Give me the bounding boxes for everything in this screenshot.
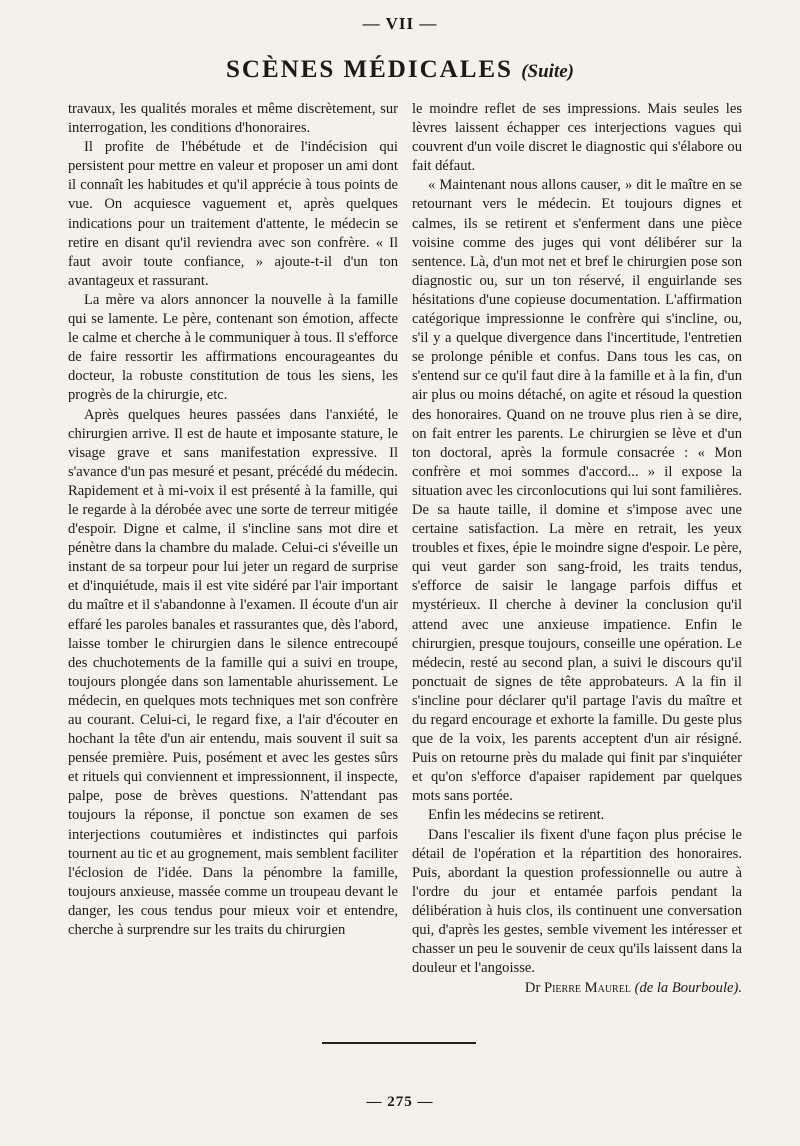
end-rule [322, 1042, 476, 1044]
article-title [0, 56, 800, 84]
right-column [412, 100, 742, 998]
paragraph: Il profite de l'hébétude et de l'indécision qui persistent pour mettre en valeur et proposer un ami dont il connaît les habitudes et qu'il apprécie à tous points de vue. On acquiesce vaguement et, après quelques indications pour un traitement d'attente, le médecin se retire en disant qu'il reviendra avec son confrère. « Il faut avoir toute confiance, » ajoute-t-il d'un ton avantageux et rassurant. [68, 139, 398, 289]
paragraph: Dans l'escalier ils fixent d'une façon plus précise le détail de l'opération et la répartition des honoraires. Puis, abordant la question professionnelle ou autre à l'ordre du jour et entamée parfois pendant la délibération à huis clos, ils continuent une conversation qui, d'après les gestes, semble vivement les intéresser et chasser un peu le souvenir de ceux qu'ils laissent dans la douleur et l'angoisse. [412, 826, 742, 977]
author-affiliation: (de la Bourboule). [634, 980, 742, 997]
paragraph: Enfin les médecins se retirent. [428, 807, 605, 824]
title-main: SCÈNES MÉDICALES [226, 56, 513, 83]
paragraph: le moindre reflet de ses impressions. Mais seules les lèvres laissent échapper ces interjections vagues qui couvrent d'un voile discret le diagnostic qui s'élabore ou fait défaut. [412, 101, 742, 175]
author-title: Dr [524, 980, 541, 997]
folio-header: — VII — [362, 14, 438, 33]
paragraph: « Maintenant nous allons causer, » dit le maître en se retournant vers le médecin. Et toujours dignes et calmes, ils se retirent et s'enferment dans une pièce voisine comme des juges qui vont délibérer sur la sentence. Là, d'un mot net et bref le chirurgien pose son diagnostic ou, sur un ton réservé, il enguirlande ses hésitations d'une copieuse documentation. L'affirmation catégorique impressionne le confrère qui s'incline, ou, s'il y a quelque divergence dans l'incertitude, l'entretien se prolonge pénible et confus. Dans tous les cas, on s'entend sur ce qu'il faut dire à la famille et à la fin, d'un air plus ou moins détaché, on agite et résoud la question des honoraires. Quand on ne trouve plus rien à se dire, on fait entrer les parents. Le chirurgien se lève et d'un ton doctoral, après la formule consacrée : « Mon confrère et moi sommes d'accord... » il expose la situation avec les circonlocutions qui lui sont familières. De sa haute taille, il domine et s'impose avec une certaine satisfaction. La mère en retrait, les yeux troubles et fixes, épie le moindre signe d'espoir. Le père, qui veut garder son sang-froid, les traits tendus, s'efforce de saisir le langage parfois diffus et mystérieux. Il cherche à deviner la conclusion qu'il attend avec une anxieuse impatience. Enfin le chirurgien, presque toujours, conseille une opération. Le médecin, resté au second plan, a suivi le discours qu'il ponctuait de signes de tête approbateurs. A la fin il s'incline pour déclarer qu'il partage l'avis du maître et du regard encourage et exhorte la famille. Du geste plus que de la voix, les parents acceptent d'un air résigné. Puis on retourne près du malade qui finit par s'inquiéter et qu'on s'efforce d'apaiser rapidement par quelques mots sans portée. [412, 177, 742, 805]
title-suffix: (Suite) [521, 61, 574, 82]
author-name: Pierre Maurel [543, 980, 631, 997]
paragraph: Après quelques heures passées dans l'anxiété, le chirurgien arrive. Il est de haute et imposante stature, le visage grave et sans manifestation expressive. Il s'avance d'un pas mesuré et pesant, précédé du médecin. Rapidement et à mi-voix il est présenté à la famille, qui le regarde à la dérobée avec une sorte de terreur mitigée d'espoir. Digne et calme, il s'incline sans mot dire et pénètre dans la chambre du malade. Celui-ci s'éveille un instant de sa torpeur pour lui jeter un regard de surprise et d'inquiétude, mais il est vite sidéré par l'air important du maître et il s'abandonne à l'examen. Il écoute d'un air effaré les paroles banales et rassurantes que, dès l'abord, laisse tomber le chirurgien dans le silence entrecoupé des chuchotements de la famille qui a suivi en troupe, toujours plongée dans son lamentable ahurissement. Le médecin, en quelques mots techniques met son confrère au courant. Celui-ci, le regard fixe, a l'air d'écouter en hochant la tête d'un air entendu, mais souvent il suit sa pensée première. Puis, posément et avec les gestes sûrs et rituels qui conviennent et impressionnent, il inspecte, palpe, pose de brèves questions. N'attendant pas toujours la réponse, il ponctue son examen de ses interjections coutumières et indistinctes qui parfois tournent au tic et au grognement, mais semblent faciliter l'éclosion de l'idée. Dans la pénombre la famille, toujours anxieuse, massée comme un troupeau devant le danger, les cous tendus pour mieux voir et entendre, cherche à surprendre sur les traits du chirurgien [68, 406, 398, 939]
page-number: — 275 — [366, 1094, 434, 1110]
paragraph: travaux, les qualités morales et même discrètement, sur interrogation, les conditions d'honoraires. [68, 101, 398, 137]
paragraph: La mère va alors annoncer la nouvelle à la famille qui se lamente. Le père, contenant son émotion, affecte le calme et cherche à le communiquer à tous. Il s'efforce de faire ressortir les affirmations encourageantes du docteur, la robuste constitution de tous les siens, les progrès de la chirurgie, etc. [68, 291, 398, 404]
author-signature [412, 979, 742, 998]
left-column [68, 100, 398, 940]
